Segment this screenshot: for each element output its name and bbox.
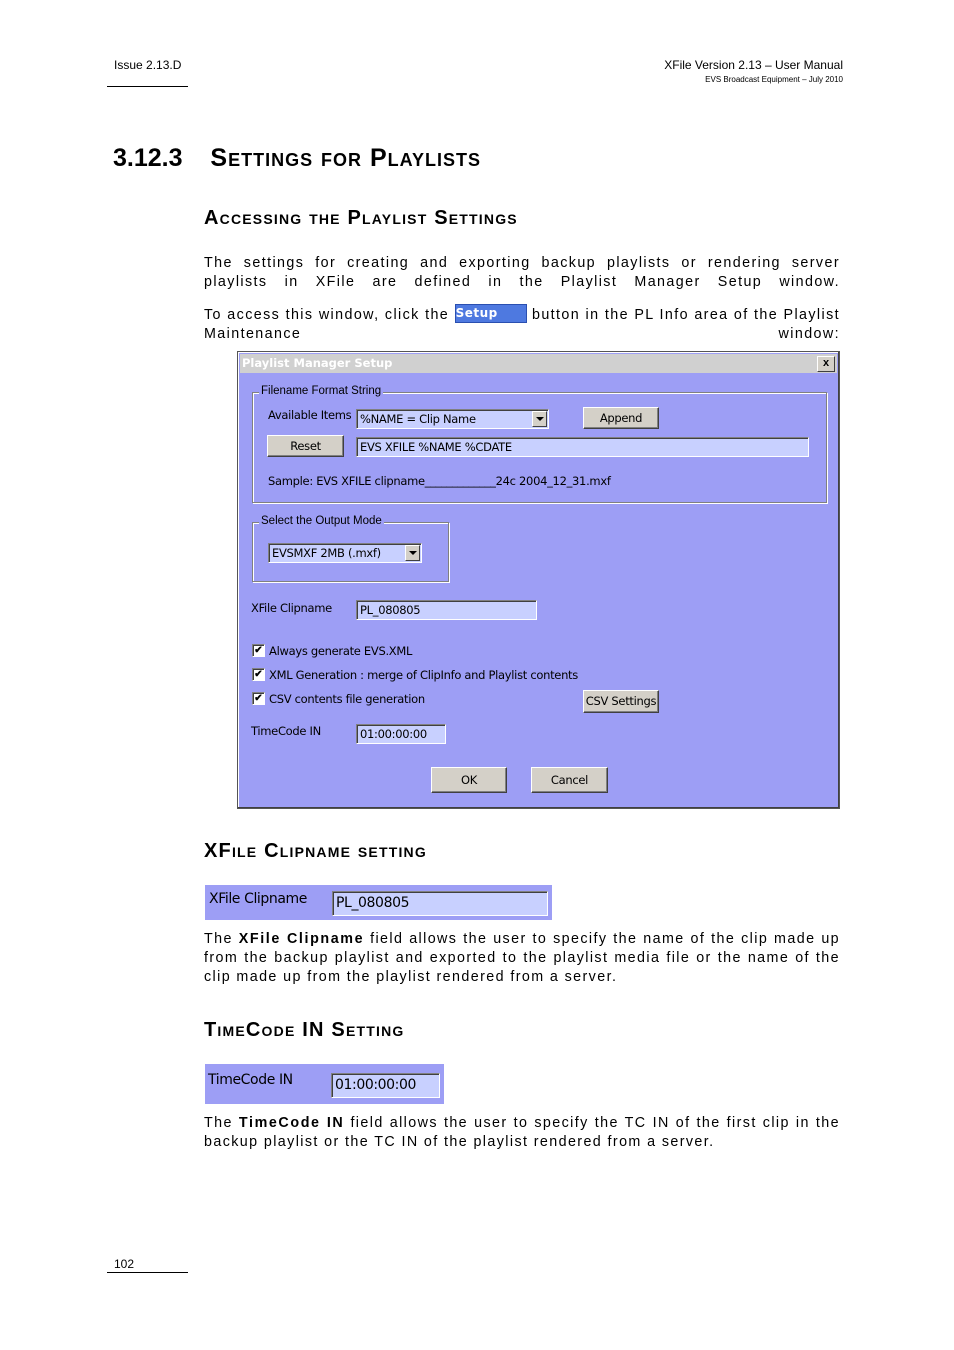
always-generate-checkbox[interactable]: ✔	[252, 644, 265, 657]
xfile-para-after: field allows the user to specify the name of the clip made up from the backup playlist and exported to the playlist media file or the name of the clip made up from the playlist rendered from a server.	[204, 931, 841, 985]
accessing-para1: The settings for creating and exporting backup playlists or rendering server playlists in XFile are defined in the Playlist Manager Setup window.	[204, 255, 840, 290]
timecode-para-before: The	[204, 1115, 233, 1131]
accessing-heading: Accessing the Playlist Settings	[204, 207, 518, 229]
timecode-label: TimeCode IN	[251, 724, 321, 738]
xfile-clipname-strip-label: XFile Clipname	[209, 891, 308, 907]
xfile-clipname-strip-input[interactable]: PL_080805	[332, 891, 548, 916]
append-button[interactable]: Append	[583, 407, 659, 429]
available-items-value: %NAME = Clip Name	[360, 412, 476, 426]
para2-before: To access this window, click the	[204, 307, 450, 323]
footer-rule	[107, 1272, 188, 1273]
filename-format-group-label: Filename Format String	[261, 385, 382, 397]
available-items-label: Available Items	[268, 408, 352, 422]
timecode-input[interactable]: 01:00:00:00	[356, 724, 446, 744]
window-title: Playlist Manager Setup	[242, 356, 393, 370]
timecode-para-bold: TimeCode IN	[238, 1115, 345, 1131]
cancel-button[interactable]: Cancel	[531, 767, 608, 793]
timecode-strip-label: TimeCode IN	[208, 1072, 293, 1088]
header-rule	[107, 86, 188, 87]
close-icon[interactable]: x	[817, 356, 835, 372]
csv-settings-button[interactable]: CSV Settings	[583, 690, 659, 713]
csv-generation-checkbox[interactable]: ✔	[252, 692, 265, 705]
timecode-para	[204, 1114, 840, 1152]
available-items-select[interactable]	[356, 409, 549, 429]
playlist-manager-setup-window	[237, 351, 840, 809]
csv-generation-label: CSV contents file generation	[269, 692, 425, 706]
xml-generation-label: XML Generation : merge of ClipInfo and Playlist contents	[269, 668, 578, 682]
timecode-para-after: field allows the user to specify the TC IN of the first clip in the backup playlist or the TC IN of the playlist rendered from a server.	[204, 1115, 840, 1150]
section-number: 3.12.3	[113, 144, 183, 172]
reset-button[interactable]: Reset	[267, 435, 344, 457]
timecode-heading: TimeCode IN Setting	[204, 1019, 405, 1041]
output-mode-group-label: Select the Output Mode	[261, 515, 382, 527]
issue-label: Issue 2.13.D	[114, 58, 182, 72]
accessing-para2	[204, 304, 840, 344]
output-mode-select[interactable]	[268, 543, 422, 563]
xfile-clipname-strip	[205, 885, 552, 920]
xfile-clipname-para	[204, 930, 840, 987]
xfile-para-bold: XFile Clipname	[238, 931, 365, 947]
window-titlebar	[240, 354, 837, 373]
clipname-input[interactable]: PL_080805	[356, 600, 537, 620]
timecode-strip-input[interactable]: 01:00:00:00	[331, 1073, 440, 1098]
xfile-para-before: The	[204, 931, 233, 947]
ok-button[interactable]: OK	[431, 767, 507, 793]
page-number: 102	[114, 1257, 135, 1271]
manual-subtitle: EVS Broadcast Equipment – July 2010	[705, 75, 843, 84]
timecode-strip	[205, 1064, 444, 1104]
manual-title: XFile Version 2.13 – User Manual	[664, 58, 843, 72]
xml-generation-checkbox[interactable]: ✔	[252, 668, 265, 681]
output-mode-value: EVSMXF 2MB (.mxf)	[272, 546, 381, 560]
xfile-clipname-heading: XFile Clipname setting	[204, 840, 427, 862]
sample-text: Sample: EVS XFILE clipname_____________24c 2004_12_31.mxf	[268, 474, 611, 488]
format-string-input[interactable]: EVS XFILE %NAME %CDATE	[356, 437, 809, 457]
chevron-down-icon[interactable]	[532, 411, 547, 427]
clipname-label: XFile Clipname	[251, 601, 332, 615]
always-generate-label: Always generate EVS.XML	[269, 644, 413, 658]
chevron-down-icon[interactable]	[405, 545, 420, 561]
setup-button[interactable]: Setup	[455, 304, 527, 323]
para2-after: button in the PL Info area of the Playlist Maintenance window:	[204, 307, 841, 342]
section-heading	[113, 144, 481, 173]
section-title: Settings for Playlists	[210, 144, 482, 172]
